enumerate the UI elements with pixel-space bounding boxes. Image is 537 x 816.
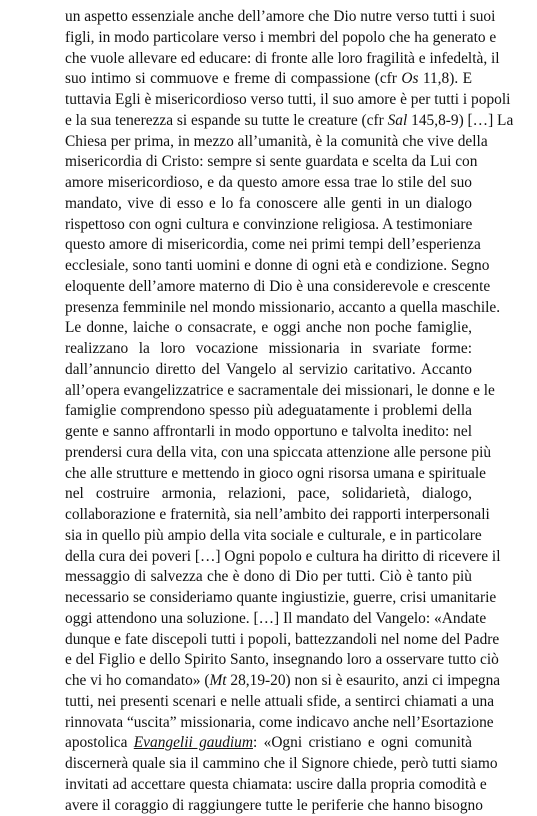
text-line bbox=[65, 671, 472, 692]
text-line bbox=[65, 609, 472, 630]
citation-reference: Mt bbox=[209, 672, 226, 689]
text-run: e la sua tenerezza si espande su tutte le creature (cfr bbox=[65, 112, 388, 129]
text-run: dunque e fate discepoli tutti i popoli, battezzandoli nel nome del Padre bbox=[65, 631, 499, 648]
text-run: famiglie comprendono spesso più adeguatamente i problemi della bbox=[65, 402, 472, 419]
text-line bbox=[65, 173, 472, 194]
emphasized-title: Evangelii gaudium bbox=[134, 734, 253, 751]
text-line bbox=[65, 775, 472, 796]
text-line bbox=[65, 49, 472, 70]
text-line bbox=[65, 360, 472, 381]
text-run: misericordia di Cristo: sempre si sente guardata e scelta da Lui con bbox=[65, 153, 477, 170]
text-line bbox=[65, 339, 472, 360]
text-run: suo intimo si commuove e freme di compassione (cfr bbox=[65, 70, 401, 87]
text-line bbox=[65, 235, 472, 256]
text-line bbox=[65, 754, 472, 775]
text-run: oggi attendono una soluzione. […] Il mandato del Vangelo: «Andate bbox=[65, 610, 486, 627]
text-run: 28,19-20) non si è esaurito, anzi ci impegna bbox=[227, 672, 501, 689]
citation-reference: Sal bbox=[388, 112, 408, 129]
text-line bbox=[65, 111, 472, 132]
text-run: sia in quello più ampio della vita sociale e culturale, e in particolare bbox=[65, 527, 482, 544]
text-run: nel costruire armonia, relazioni, pace, solidarietà, dialogo, bbox=[65, 485, 472, 502]
text-line bbox=[65, 194, 472, 215]
text-run: questo amore di misericordia, come nei primi tempi dell’esperienza bbox=[65, 236, 481, 253]
text-line bbox=[65, 526, 472, 547]
text-line bbox=[65, 547, 472, 568]
text-run: dall’annuncio diretto del Vangelo al servizio caritativo. Accanto bbox=[65, 361, 472, 378]
text-line bbox=[65, 567, 472, 588]
text-run: collaborazione e fraternità, sia nell’ambito dei rapporti interpersonali bbox=[65, 506, 490, 523]
text-run: discernerà quale sia il cammino che il Signore chiede, però tutti siamo bbox=[65, 755, 498, 772]
text-line bbox=[65, 381, 472, 402]
text-line bbox=[65, 713, 472, 734]
text-run: gente e sanno affrontarli in modo opportuno e talvolta inedito: nel bbox=[65, 423, 472, 440]
text-line bbox=[65, 132, 472, 153]
text-line bbox=[65, 733, 472, 754]
text-run: avere il coraggio di raggiungere tutte le periferie che hanno bisogno bbox=[65, 797, 483, 814]
text-run: apostolica bbox=[65, 734, 134, 751]
text-line bbox=[65, 484, 472, 505]
text-line bbox=[65, 298, 472, 319]
text-run: invitati ad accettare questa chiamata: uscire dalla propria comodità e bbox=[65, 776, 487, 793]
text-line bbox=[65, 692, 472, 713]
text-line bbox=[65, 464, 472, 485]
document-page bbox=[65, 7, 472, 816]
text-line bbox=[65, 152, 472, 173]
text-line bbox=[65, 7, 472, 28]
citation-reference: Os bbox=[401, 70, 418, 87]
text-line bbox=[65, 401, 472, 422]
text-line bbox=[65, 215, 472, 236]
text-run: eloquente dell’amore materno di Dio è una considerevole e crescente bbox=[65, 278, 490, 295]
text-run: presenza femminile nel mondo missionario, accanto a quella maschile. bbox=[65, 299, 500, 316]
text-line bbox=[65, 443, 472, 464]
text-line bbox=[65, 90, 472, 111]
text-run: : «Ogni cristiano e ogni comunità bbox=[253, 734, 472, 751]
text-run: Le donne, laiche o consacrate, e oggi anche non poche famiglie, bbox=[65, 319, 472, 336]
text-run: rispettoso con ogni cultura e convinzione religiosa. A testimoniare bbox=[65, 216, 472, 233]
text-line bbox=[65, 630, 472, 651]
text-run: che alle strutture e mettendo in gioco ogni risorsa umana e spirituale bbox=[65, 465, 486, 482]
text-run: necessario se consideriamo quante ingiustizie, guerre, crisi umanitarie bbox=[65, 589, 496, 606]
text-line bbox=[65, 505, 472, 526]
text-line bbox=[65, 28, 472, 49]
text-run: ecclesiale, sono tanti uomini e donne di ogni età e condizione. Segno bbox=[65, 257, 489, 274]
text-run: messaggio di salvezza che è dono di Dio per tutti. Ciò è tanto più bbox=[65, 568, 472, 585]
text-line bbox=[65, 256, 472, 277]
text-run: che vuole allevare ed educare: di fronte alle loro fragilità e infedeltà, il bbox=[65, 50, 500, 67]
text-run: figli, in modo particolare verso i membri del popolo che ha generato e bbox=[65, 29, 496, 46]
text-line bbox=[65, 650, 472, 671]
text-run: 11,8). E bbox=[418, 70, 472, 87]
text-run: all’opera evangelizzatrice e sacramentale dei missionari, le donne e le bbox=[65, 382, 495, 399]
text-run: prendersi cura della vita, con una spiccata attenzione alle persone più bbox=[65, 444, 491, 461]
text-line bbox=[65, 422, 472, 443]
text-run: tuttavia Egli è misericordioso verso tutti, il suo amore è per tutti i popoli bbox=[65, 91, 510, 108]
text-run: realizzano la loro vocazione missionaria in svariate forme: bbox=[65, 340, 472, 357]
text-line bbox=[65, 318, 472, 339]
text-line bbox=[65, 588, 472, 609]
text-run: tutti, nei presenti scenari e nelle attuali sfide, a sentirci chiamati a una bbox=[65, 693, 494, 710]
text-run: 145,8-9) […] La bbox=[407, 112, 513, 129]
text-line bbox=[65, 69, 472, 90]
text-run: e del Figlio e dello Spirito Santo, insegnando loro a osservare tutto ciò bbox=[65, 651, 499, 668]
text-run: della cura dei poveri […] Ogni popolo e cultura ha diritto di ricevere il bbox=[65, 548, 500, 565]
text-run: che vi ho comandato» ( bbox=[65, 672, 209, 689]
text-run: mandato, vive di esso e lo fa conoscere alle genti in un dialogo bbox=[65, 195, 472, 212]
underlined-title bbox=[134, 734, 253, 751]
text-run: un aspetto essenziale anche dell’amore che Dio nutre verso tutti i suoi bbox=[65, 8, 495, 25]
text-line bbox=[65, 796, 472, 816]
text-run: Chiesa per prima, in mezzo all’umanità, è la comunità che vive della bbox=[65, 133, 488, 150]
text-run: rinnovata “uscita” missionaria, come indicavo anche nell’Esortazione bbox=[65, 714, 494, 731]
text-line bbox=[65, 277, 472, 298]
text-run: amore misericordioso, e da questo amore essa trae lo stile del suo bbox=[65, 174, 472, 191]
